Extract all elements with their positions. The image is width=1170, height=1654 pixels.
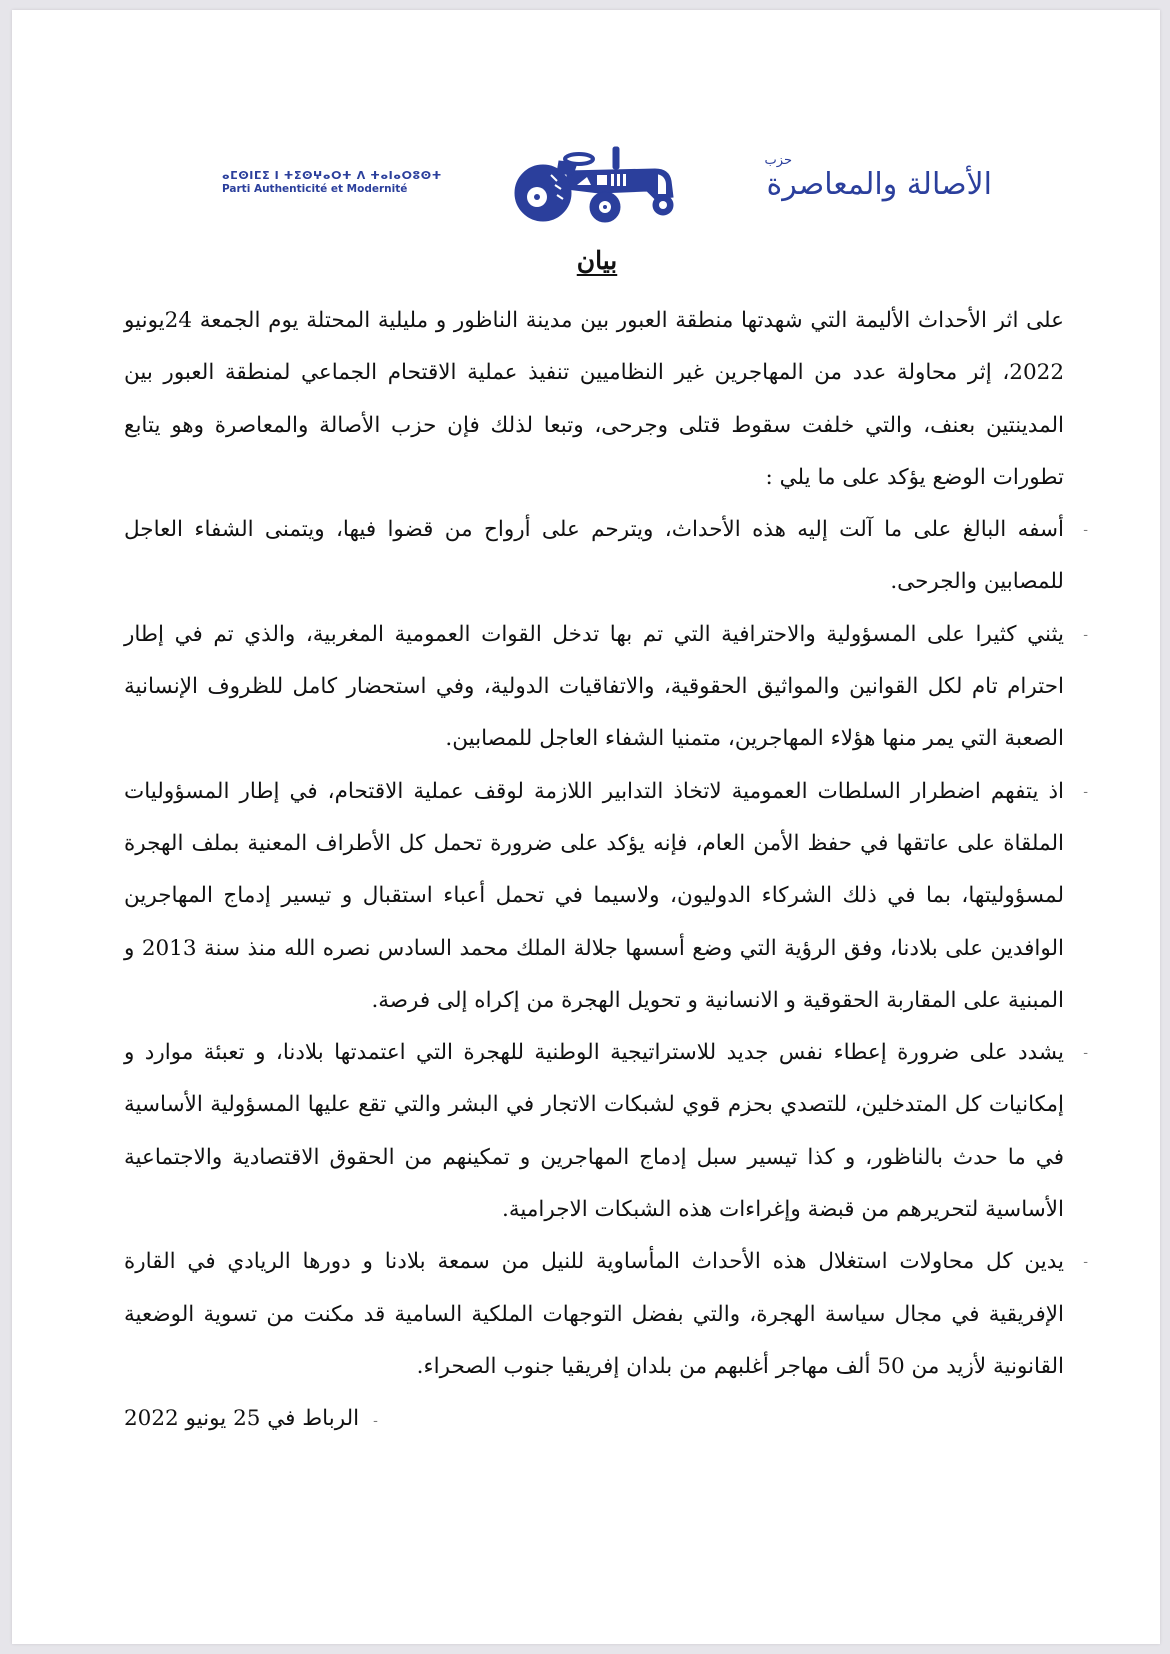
place-and-date: الرباط في 25 يونيو 2022 — [124, 1406, 360, 1432]
closing-line — [124, 1393, 1064, 1447]
party-name-tifinagh: ⴰⵎⵙⵏⵎⵉ ⵏ ⵜⵉⵙⵖⴰⵔⵜ ⴷ ⵜⴰⵏⴰⵔⵓⵙⵜ — [222, 169, 442, 182]
bullet-dash: - — [1083, 783, 1088, 800]
statement-point — [124, 609, 1088, 766]
party-label-hizb: حزب — [764, 153, 792, 168]
party-name-arabic: الأصالة والمعاصرة — [766, 167, 992, 202]
document-title: بيان — [576, 246, 618, 275]
tractor-icon — [507, 145, 687, 225]
bullet-dash: - — [1083, 1254, 1088, 1271]
statement-point — [124, 766, 1088, 1027]
document-body — [124, 295, 1088, 1448]
document-page — [12, 10, 1160, 1644]
statement-points — [124, 504, 1088, 1393]
statement-point — [124, 1027, 1088, 1236]
point-text: يشدد على ضرورة إعطاء نفس جديد للاستراتيجية الوطنية للهجرة التي اعتمدتها بلادنا، و تعبئة موارد و إمكانيات كل المتدخلين، للتصدي بحزم قوي لشبكات الاتجار في البشر والتي تقع عليها المسؤولية الأساسية في ما حدث بالناظور، و كذا تيسير سبل إدماج المهاجرين و تمكينهم من الحقوق الاقتصادية والاجتماعية الأساسية لتحريرهم من قبضة وإغراءات هذه الشبكات الاجرامية. — [124, 1040, 1064, 1223]
closing-wrapper — [124, 1393, 378, 1447]
point-text: أسفه البالغ على ما آلت إليه هذه الأحداث، ويترحم على أرواح من قضوا فيها، ويتمنى الشفاء العاجل للمصابين والجرحى. — [124, 517, 1064, 595]
point-text: اذ يتفهم اضطرار السلطات العمومية لاتخاذ التدابير اللازمة لوقف عملية الاقتحام، في إطار المسؤوليات الملقاة على عاتقها في حفظ الأمن العام، فإنه يؤكد على ضرورة تحمل كل الأطراف المعنية بملف الهجرة لمسؤوليتها، بما في ذلك الشركاء الدوليون، ولاسيما في تحمل أعباء استقبال و تيسير إدماج المهاجرين الوافدين على بلادنا، وفق الرؤية التي وضع أسسها جلالة الملك محمد السادس نصره الله منذ سنة 2013 و المبنية على المقاربة الحقوقية و الانسانية و تحويل الهجرة من إكراه إلى فرصة. — [124, 778, 1065, 1013]
statement-point — [124, 504, 1088, 609]
point-text: يثني كثيرا على المسؤولية والاحترافية التي تم بها تدخل القوات العمومية المغربية، والذي تم في إطار احترام تام لكل القوانين والمواثيق الحقوقية، والاتفاقيات الدولية، وفي استحضار كامل للظروف الإنسانية الصعبة التي يمر منها هؤلاء المهاجرين، متمنيا الشفاء العاجل للمصابين. — [124, 621, 1064, 752]
bullet-dash: - — [1083, 626, 1088, 643]
bullet-dash: - — [1083, 522, 1088, 539]
bullet-dash: - — [373, 1413, 378, 1430]
letterhead — [212, 145, 992, 225]
letterhead-latin-block — [222, 169, 492, 195]
bullet-dash: - — [1083, 1045, 1088, 1062]
point-text: يدين كل محاولات استغلال هذه الأحداث المأساوية للنيل من سمعة بلادنا و دورها الريادي في القارة الإفريقية في مجال سياسة الهجرة، والتي بفضل التوجهات الملكية السامية قد مكنت من تسوية الوضعية القانونية لأزيد من 50 ألف مهاجر أغلبهم من بلدان إفريقيا جنوب الصحراء. — [124, 1249, 1064, 1379]
intro-paragraph: على اثر الأحداث الأليمة التي شهدتها منطقة العبور بين مدينة الناظور و مليلية المحتلة يوم الجمعة 24يونيو 2022، إثر محاولة عدد من المهاجرين غير النظاميين تنفيذ عملية الاقتحام الجماعي لمنطقة العبور بين المدينتين بعنف، والتي خلفت سقوط قتلى وجرحى، وتبعا لذلك فإن حزب الأصالة والمعاصرة وهو يتابع تطورات الوضع يؤكد على ما يلي : — [124, 308, 1064, 490]
party-name-french: Parti Authenticité et Modernité — [222, 183, 408, 195]
statement-point — [124, 1236, 1088, 1393]
